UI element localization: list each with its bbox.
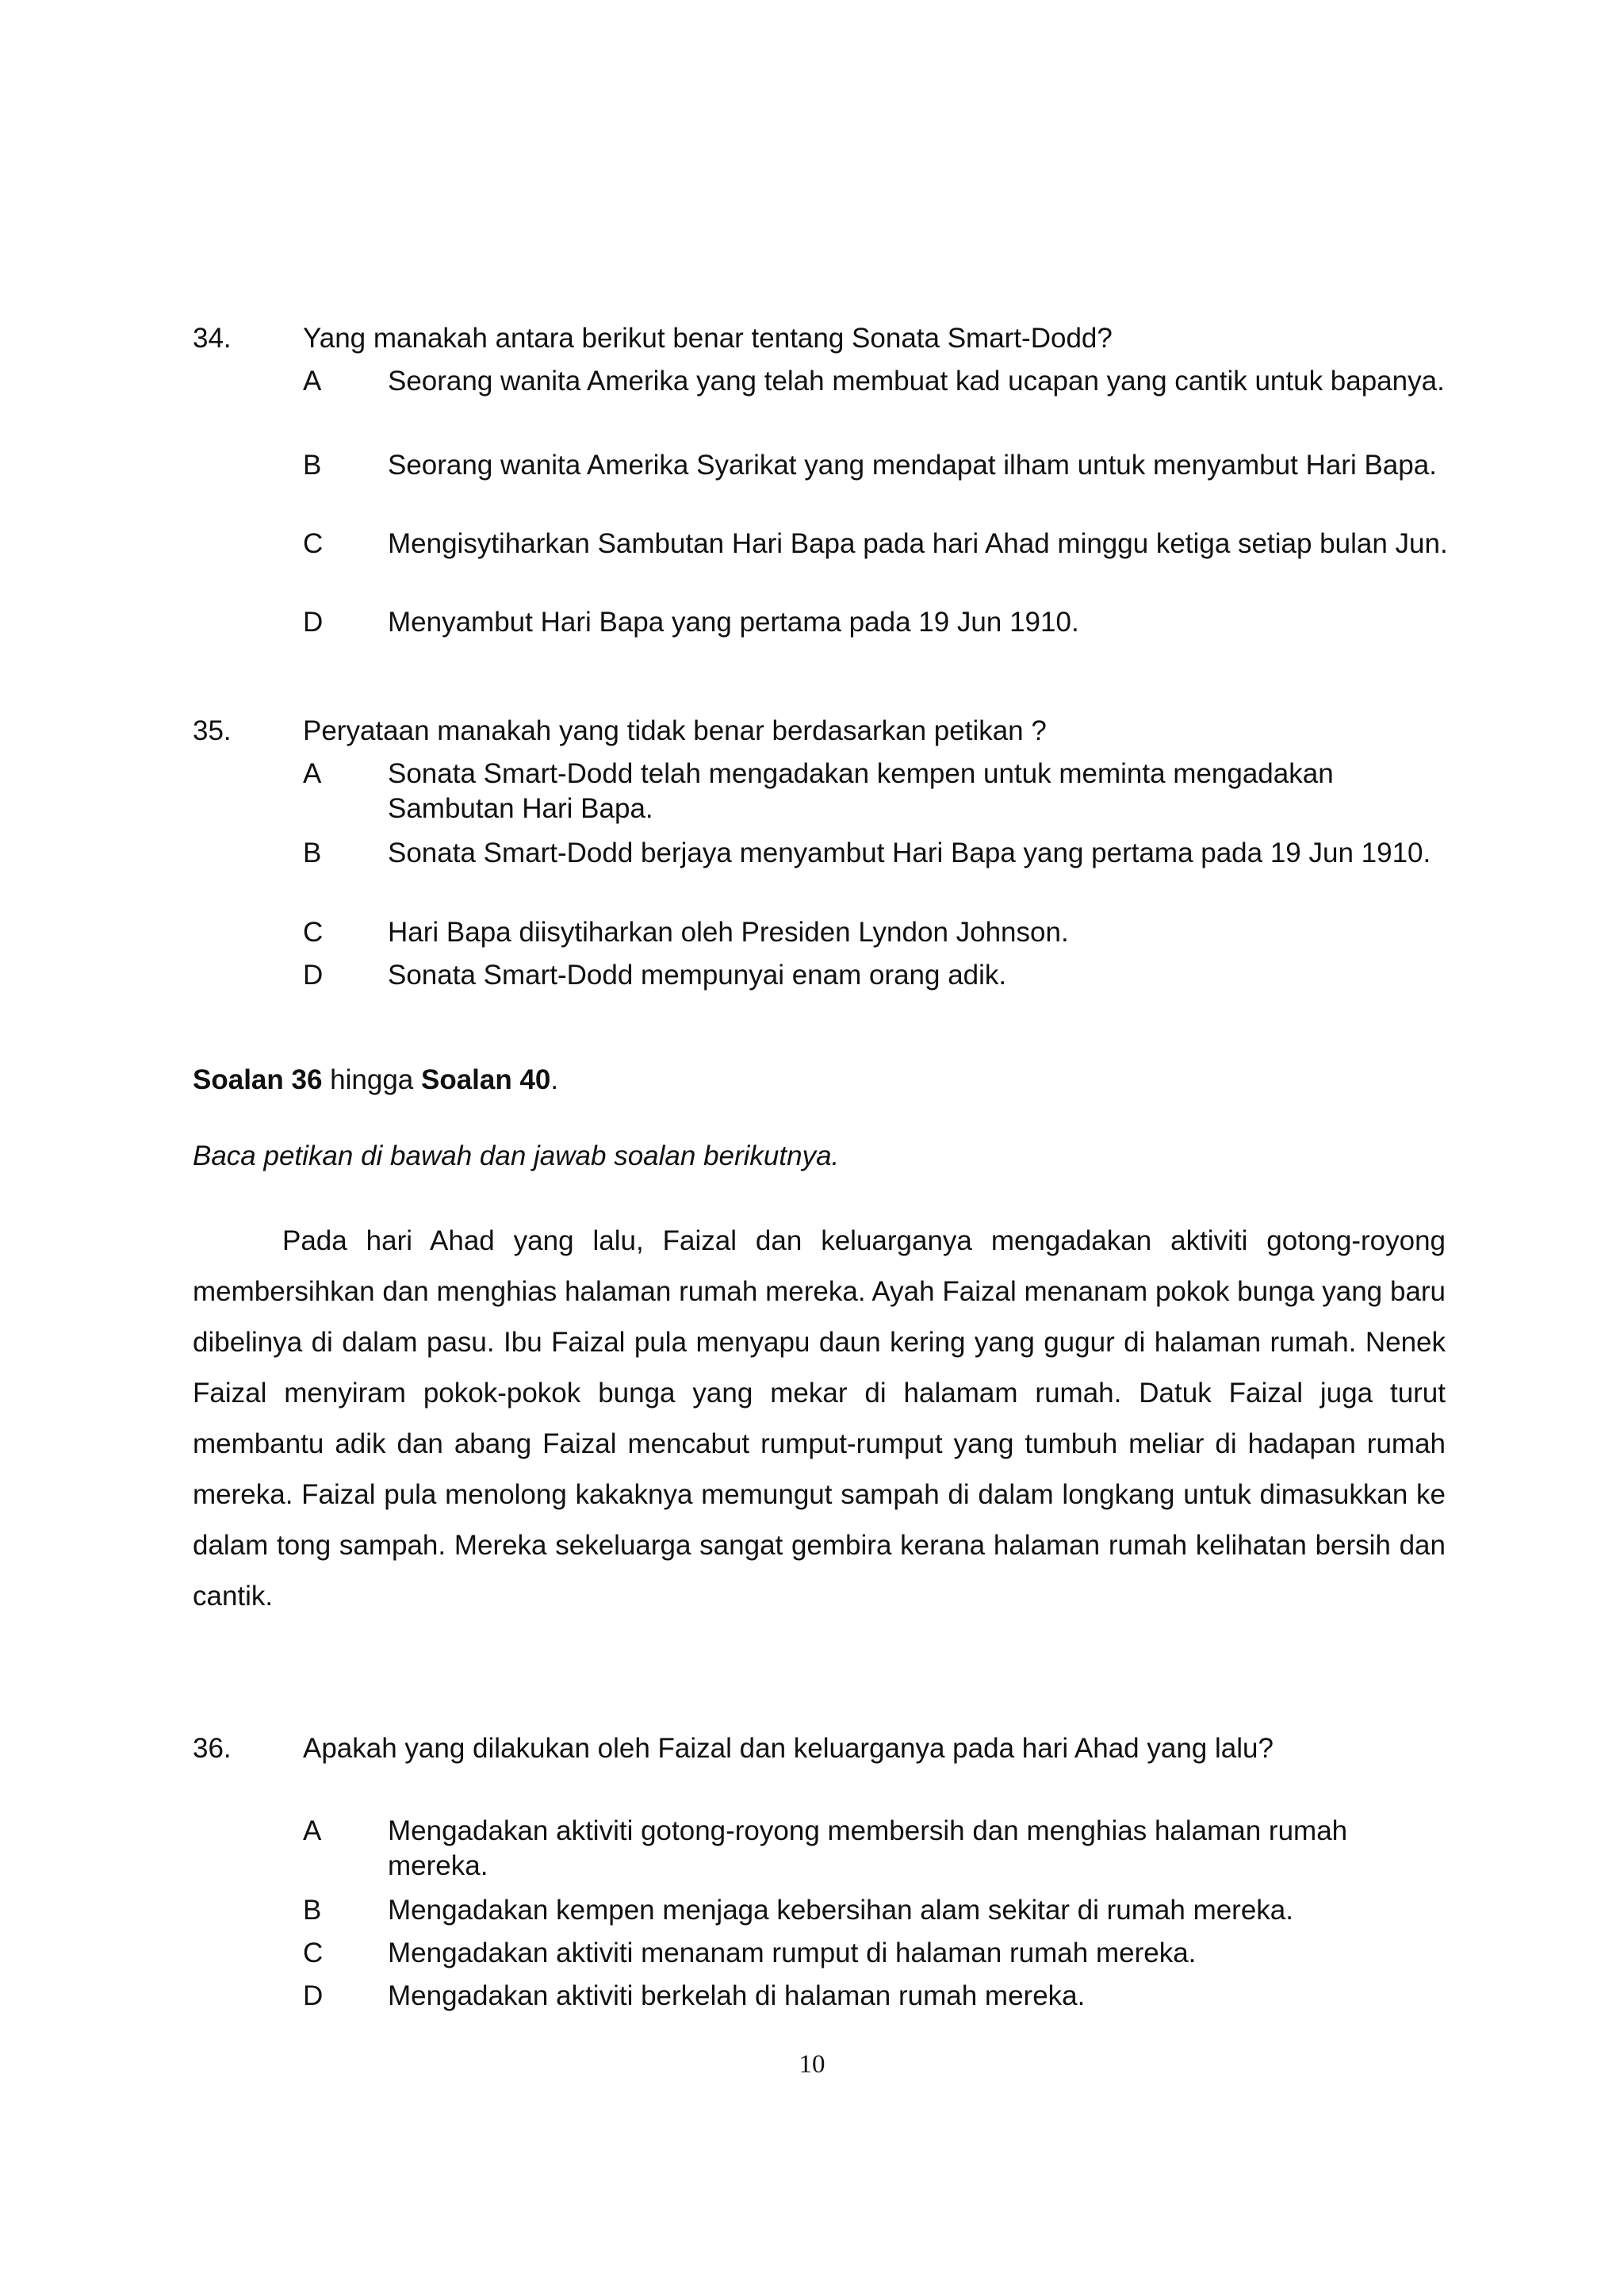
reading-instruction: Baca petikan di bawah dan jawab soalan berikutnya.: [193, 1140, 840, 1171]
option-letter-b: B: [303, 450, 322, 481]
section-connector: hingga: [322, 1064, 421, 1095]
question-number: 34.: [193, 323, 232, 354]
option-text-a: Mengadakan aktiviti gotong-royong membersih dan menghias halaman rumah mereka.: [388, 1815, 1348, 1881]
option-letter-c: C: [303, 528, 324, 559]
question-number: 35.: [193, 715, 232, 746]
question-text: Peryataan manakah yang tidak benar berdasarkan petikan ?: [303, 715, 1047, 746]
option-letter-d: D: [303, 607, 324, 638]
option-text-b: Sonata Smart-Dodd berjaya menyambut Hari Bapa yang pertama pada 19 Jun 1910.: [388, 838, 1431, 868]
option-text-b: Mengadakan kempen menjaga kebersihan alam sekitar di rumah mereka.: [388, 1895, 1293, 1926]
section-end-label: Soalan 40: [420, 1064, 551, 1095]
reading-passage: Pada hari Ahad yang lalu, Faizal dan keluarganya mengadakan aktiviti gotong-royong membersihkan dan menghias halaman rumah mereka. Ayah Faizal menanam pokok bunga yang baru dibelinya di dalam pasu. Ibu Faizal pula menyapu daun kering yang gugur di halaman rumah. Nenek Faizal menyiram pokok-pokok bunga yang mekar di halamam rumah. Datuk Faizal juga turut membantu adik dan abang Faizal mencabut rumput-rumput yang tumbuh meliar di hadapan rumah mereka. Faizal pula menolong kakaknya memungut sampah di dalam longkang untuk dimasukkan ke dalam tong sampah. Mereka sekeluarga sangat gembira kerana halaman rumah kelihatan bersih dan cantik.: [193, 1225, 1446, 1612]
section-start-label: Soalan 36: [193, 1064, 323, 1095]
option-letter-c: C: [303, 1938, 324, 1968]
option-text-b: Seorang wanita Amerika Syarikat yang mendapat ilham untuk menyambut Hari Bapa.: [388, 450, 1437, 481]
option-letter-d: D: [303, 960, 324, 991]
option-text-c: Hari Bapa diisytiharkan oleh Presiden Lyndon Johnson.: [388, 917, 1069, 948]
option-letter-d: D: [303, 1980, 324, 2011]
option-text-a: Seorang wanita Amerika yang telah membuat kad ucapan yang cantik untuk bapanya.: [388, 366, 1445, 397]
question-text: Apakah yang dilakukan oleh Faizal dan keluarganya pada hari Ahad yang lalu?: [303, 1733, 1274, 1764]
page-number: 10: [799, 2050, 825, 2079]
option-letter-a: A: [303, 1815, 322, 1846]
option-text-c: Mengisytiharkan Sambutan Hari Bapa pada hari Ahad minggu ketiga setiap bulan Jun.: [388, 528, 1448, 559]
question-text: Yang manakah antara berikut benar tentang Sonata Smart-Dodd?: [303, 323, 1113, 354]
option-text-d: Sonata Smart-Dodd mempunyai enam orang adik.: [388, 960, 1007, 991]
question-number: 36.: [193, 1733, 232, 1764]
option-letter-a: A: [303, 758, 322, 789]
section-period: .: [550, 1064, 559, 1095]
option-letter-c: C: [303, 917, 324, 948]
option-letter-b: B: [303, 1895, 322, 1926]
section-heading: [193, 1063, 558, 1098]
option-text-c: Mengadakan aktiviti menanam rumput di halaman rumah mereka.: [388, 1938, 1197, 1968]
option-text-d: Mengadakan aktiviti berkelah di halaman rumah mereka.: [388, 1980, 1086, 2011]
option-text-d: Menyambut Hari Bapa yang pertama pada 19 Jun 1910.: [388, 607, 1079, 638]
option-letter-b: B: [303, 838, 322, 868]
option-letter-a: A: [303, 366, 322, 397]
option-text-a: Sonata Smart-Dodd telah mengadakan kempen untuk meminta mengadakan Sambutan Hari Bapa.: [388, 758, 1334, 824]
